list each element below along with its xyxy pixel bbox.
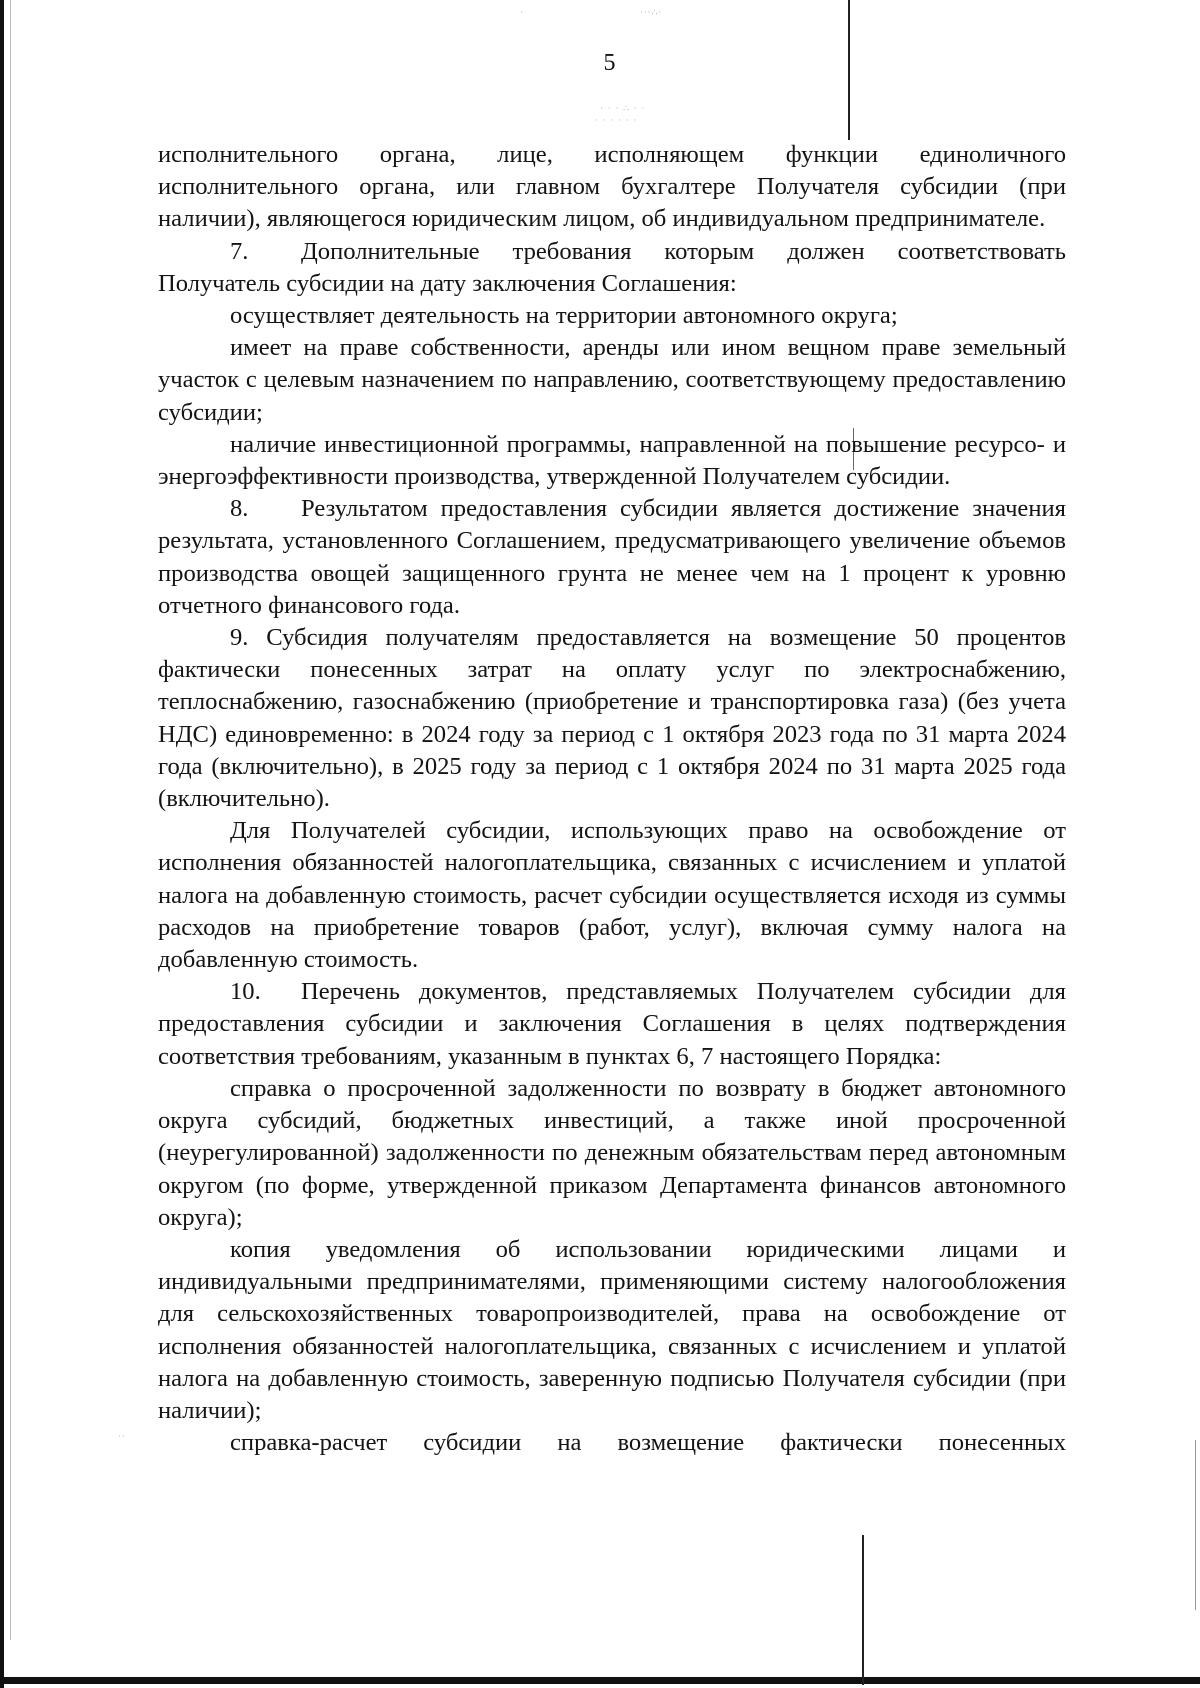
paragraph-item-10-b: копия уведомления об использовании юридическими лицами и индивидуальными предпринимателями, применяющими систему налогообложения для сельскохозяйственных товаропроизводителей, права на освобождение от исполнения обязанностей налогоплательщика, связанных с исчислением и уплатой налога на добавленную стоимость, заверенную подписью Получателя субсидии (при наличии); — [158, 1235, 1066, 1424]
page-number: 5 — [603, 50, 616, 76]
scan-noise: · · · · · · — [595, 116, 638, 126]
item-text: Дополнительные требования которым должен соответствовать Получатель субсидии на дату заключения Соглашения: — [158, 237, 1066, 297]
paragraph-item-7-c: наличие инвестиционной программы, направленной на повышение ресурсо- и энергоэффективности производства, утвержденной Получателем субсидии. — [158, 430, 1066, 491]
paragraph-item-10 — [158, 976, 1066, 1073]
scan-noise: · · · ∴ · · — [600, 104, 646, 114]
paragraph-item-10-c: справка-расчет субсидии на возмещение фактически понесенных — [230, 1429, 1066, 1457]
scan-edge — [0, 0, 4, 1688]
scan-noise: ···∴· — [640, 8, 663, 18]
paragraph-item-7 — [158, 236, 1066, 300]
paragraph-item-9: 9. Субсидия получателям предоставляется на возмещение 50 процентов фактически понесенных затрат на оплату услуг по электроснабжению, теплоснабжению, газоснабжению (приобретение и транспортировка газа) (без учета НДС) единовременно: в 2024 году за период с 1 октября 2023 года по 31 марта 2024 года (включительно), в 2025 году за период с 1 октября 2024 по 31 марта 2025 года (включительно). — [158, 624, 1066, 813]
item-number: 7. — [230, 237, 249, 265]
paragraph-item-8 — [158, 493, 1066, 622]
item-number: 8. — [230, 495, 249, 523]
document-body — [158, 139, 1066, 1459]
item-text: Перечень документов, представляемых Получателем субсидии для предоставления субсидии и заключения Соглашения в целях подтверждения соответствия требованиям, указанным в пунктах 6, 7 настоящего Порядка: — [158, 978, 1066, 1070]
scan-noise: ·· — [118, 1432, 126, 1442]
paragraph-continuation: исполнительного органа, лице, исполняющем функции единоличного исполнительного органа, или главном бухгалтере Получателя субсидии (при наличии), являющегося юридическим лицом, об индивидуальном предпринимателе. — [158, 141, 1066, 233]
item-text: Результатом предоставления субсидии является достижение значения результата, установленного Соглашением, предусматривающего увеличение объемов производства овощей защищенного грунта не менее чем на 1 процент к уровню отчетного финансового года. — [158, 495, 1066, 619]
paragraph-item-10-a: справка о просроченной задолженности по возврату в бюджет автономного округа субсидий, бюджетных инвестиций, а также иной просроченной (неурегулированной) задолженности по денежным обязательствам перед автономным округом (по форме, утвержденной приказом Департамента финансов автономного округа); — [158, 1074, 1066, 1231]
paragraph-item-7-b: имеет на праве собственности, аренды или ином вещном праве земельный участок с целевым назначением по направлению, соответствующему предоставлению субсидии; — [158, 334, 1066, 426]
scan-mark-bottom — [862, 1535, 864, 1685]
scan-mark-right — [1195, 1440, 1196, 1610]
paragraph-item-7-a: осуществляет деятельность на территории автономного округа; — [230, 302, 898, 330]
scan-edge-line — [10, 0, 11, 1640]
scan-bottom-edge — [0, 1677, 1200, 1684]
item-number: 10. — [230, 978, 261, 1006]
paragraph-item-9-vat: Для Получателей субсидии, использующих право на освобождение от исполнения обязанностей налогоплательщика, связанных с исчислением и уплатой налога на добавленную стоимость, расчет субсидии осуществляется исходя из суммы расходов на приобретение товаров (работ, услуг), включая сумму налога на добавленную стоимость. — [158, 817, 1066, 974]
scan-noise: · — [520, 8, 524, 18]
